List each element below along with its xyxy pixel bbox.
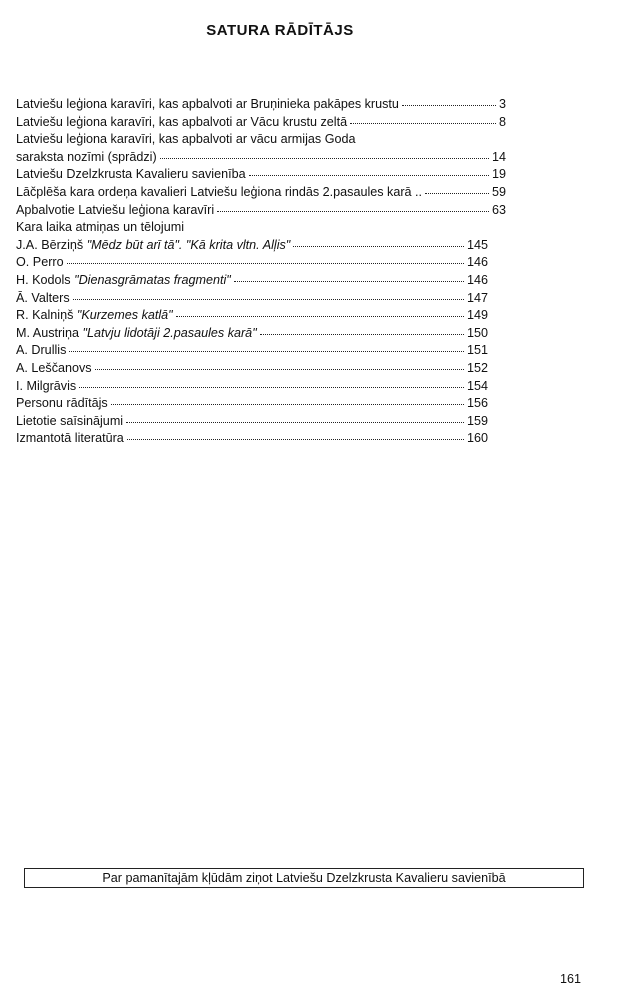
toc-entry bbox=[16, 395, 488, 413]
toc-entry-page: 159 bbox=[466, 413, 488, 428]
page-title: SATURA RĀDĪTĀJS bbox=[206, 22, 354, 39]
toc-entry-text: Personu rādītājs bbox=[16, 396, 108, 411]
dot-leader bbox=[293, 246, 464, 247]
toc-entry bbox=[16, 325, 488, 343]
toc-entry-page: 3 bbox=[498, 97, 506, 111]
dot-leader bbox=[67, 263, 464, 264]
dot-leader bbox=[69, 351, 464, 352]
footer-note: Par pamanītajām kļūdām ziņot Latviešu Dzelzkrusta Kavalieru savienībā bbox=[24, 868, 584, 888]
toc-entry bbox=[16, 166, 506, 184]
toc-entry-text: Apbalvotie Latviešu leģiona karavīri bbox=[16, 202, 215, 217]
toc-entry-title bbox=[16, 202, 214, 220]
toc-entry-text: Latviešu leģiona karavīri, kas apbalvoti ar vācu armijas Goda bbox=[16, 132, 356, 147]
toc-entry-title bbox=[16, 342, 66, 360]
toc-entry bbox=[16, 184, 506, 202]
dot-leader bbox=[73, 299, 464, 300]
toc-entry-title bbox=[16, 184, 422, 202]
toc-entry-italic-title: "Mēdz būt arī tā". "Kā krita vltn. Alļis" bbox=[86, 237, 291, 252]
dot-leader bbox=[95, 369, 464, 370]
toc-entry-page: 19 bbox=[491, 167, 506, 182]
toc-entry-text: Lāčplēša kara ordeņa kavalieri Latviešu leģiona rindās 2.pasaules karā .. bbox=[16, 184, 423, 199]
toc-entry bbox=[16, 290, 488, 308]
toc-entry-title bbox=[16, 96, 399, 114]
toc-entry-title bbox=[16, 395, 108, 413]
dot-leader bbox=[111, 404, 464, 405]
dot-leader bbox=[127, 439, 464, 440]
toc-entry bbox=[16, 272, 488, 290]
toc-entry-page: 149 bbox=[466, 308, 488, 323]
toc-entry-text: R. Kalniņš bbox=[16, 308, 77, 323]
toc-entry-title bbox=[16, 149, 157, 167]
toc-entry-page: 63 bbox=[491, 202, 506, 217]
toc-entry-page: 14 bbox=[491, 149, 506, 164]
toc-entry-text: Izmantotā literatūra bbox=[16, 431, 124, 446]
toc-entry-title bbox=[16, 166, 246, 184]
toc-entry-text: O. Perro bbox=[16, 255, 64, 270]
dot-leader bbox=[126, 422, 464, 423]
toc-entry-page: 147 bbox=[466, 290, 488, 305]
toc-entry-text: Latviešu leģiona karavīri, kas apbalvoti ar Bruņinieka pakāpes krustu bbox=[16, 97, 399, 111]
toc-entry-page: 145 bbox=[466, 237, 488, 252]
toc-entry-title bbox=[16, 219, 184, 237]
toc-entry-title bbox=[16, 272, 231, 290]
toc-entry-title bbox=[16, 114, 347, 132]
toc-entry-title bbox=[16, 360, 92, 378]
toc-entry-title bbox=[16, 290, 70, 308]
dot-leader bbox=[217, 211, 489, 212]
toc-entry bbox=[16, 131, 506, 149]
toc-entry-page: 160 bbox=[466, 431, 488, 446]
toc-entry-title bbox=[16, 131, 356, 149]
toc-entry bbox=[16, 237, 488, 255]
toc-entry-page: 156 bbox=[466, 396, 488, 411]
toc-entry-italic-title: "Dienasgrāmatas fragmenti" bbox=[74, 272, 231, 287]
toc-entry bbox=[16, 360, 488, 378]
toc-entry-title bbox=[16, 430, 124, 448]
toc-entry-text: Lietotie saīsinājumi bbox=[16, 413, 124, 428]
toc-entry-page: 146 bbox=[466, 272, 488, 287]
toc-entry-text: Latviešu Dzelzkrusta Kavalieru savienība bbox=[16, 167, 246, 182]
toc-entry-text: A. Leščanovs bbox=[16, 360, 92, 375]
dot-leader bbox=[176, 316, 464, 317]
page-number: 161 bbox=[560, 972, 582, 986]
toc-entry-page: 151 bbox=[466, 343, 488, 358]
toc-entry-page: 146 bbox=[466, 255, 488, 270]
dot-leader bbox=[350, 123, 496, 124]
toc-entry-italic-title: "Latvju lidotāji 2.pasaules karā" bbox=[82, 325, 257, 340]
toc-entry bbox=[16, 342, 488, 360]
toc-entry-title bbox=[16, 254, 64, 272]
toc-entry-page: 154 bbox=[466, 378, 488, 393]
toc-entry-text: M. Austriņa bbox=[16, 325, 83, 340]
toc-entry-italic-title: "Kurzemes katlā" bbox=[76, 308, 173, 323]
toc-entry bbox=[16, 114, 506, 132]
toc-entry-title bbox=[16, 237, 290, 255]
toc-entry-title bbox=[16, 325, 257, 343]
table-of-contents bbox=[16, 96, 506, 448]
toc-entry-title bbox=[16, 378, 76, 396]
toc-entry-title bbox=[16, 413, 123, 431]
toc-entry bbox=[16, 202, 506, 220]
toc-entry-page: 152 bbox=[466, 360, 488, 375]
toc-entry-page: 150 bbox=[466, 325, 488, 340]
toc-entry bbox=[16, 378, 488, 396]
toc-entry bbox=[16, 149, 506, 167]
toc-entry-text: saraksta nozīmi (sprādzi) bbox=[16, 149, 157, 164]
toc-entry-text: A. Drullis bbox=[16, 343, 67, 358]
toc-entry-text: I. Milgrāvis bbox=[16, 378, 77, 393]
toc-entry-page: 59 bbox=[491, 184, 506, 199]
toc-entry bbox=[16, 307, 488, 325]
toc-entry-page: 8 bbox=[498, 114, 506, 129]
dot-leader bbox=[260, 334, 464, 335]
dot-leader bbox=[402, 105, 496, 106]
toc-entry-text: Latviešu leģiona karavīri, kas apbalvoti ar Vācu krustu zeltā bbox=[16, 114, 348, 129]
toc-entry bbox=[16, 254, 488, 272]
dot-leader bbox=[160, 158, 489, 159]
dot-leader bbox=[249, 175, 489, 176]
toc-entry bbox=[16, 219, 506, 237]
toc-entry-title bbox=[16, 307, 173, 325]
toc-entry-text: Ā. Valters bbox=[16, 290, 70, 305]
dot-leader bbox=[425, 193, 489, 194]
toc-entry-text: J.A. Bērziņš bbox=[16, 237, 87, 252]
toc-entry-text: H. Kodols bbox=[16, 272, 75, 287]
toc-entry bbox=[16, 430, 488, 448]
dot-leader bbox=[234, 281, 464, 282]
toc-entry-text: Kara laika atmiņas un tēlojumi bbox=[16, 220, 184, 235]
toc-entry bbox=[16, 96, 506, 114]
toc-entry bbox=[16, 413, 488, 431]
dot-leader bbox=[79, 387, 464, 388]
